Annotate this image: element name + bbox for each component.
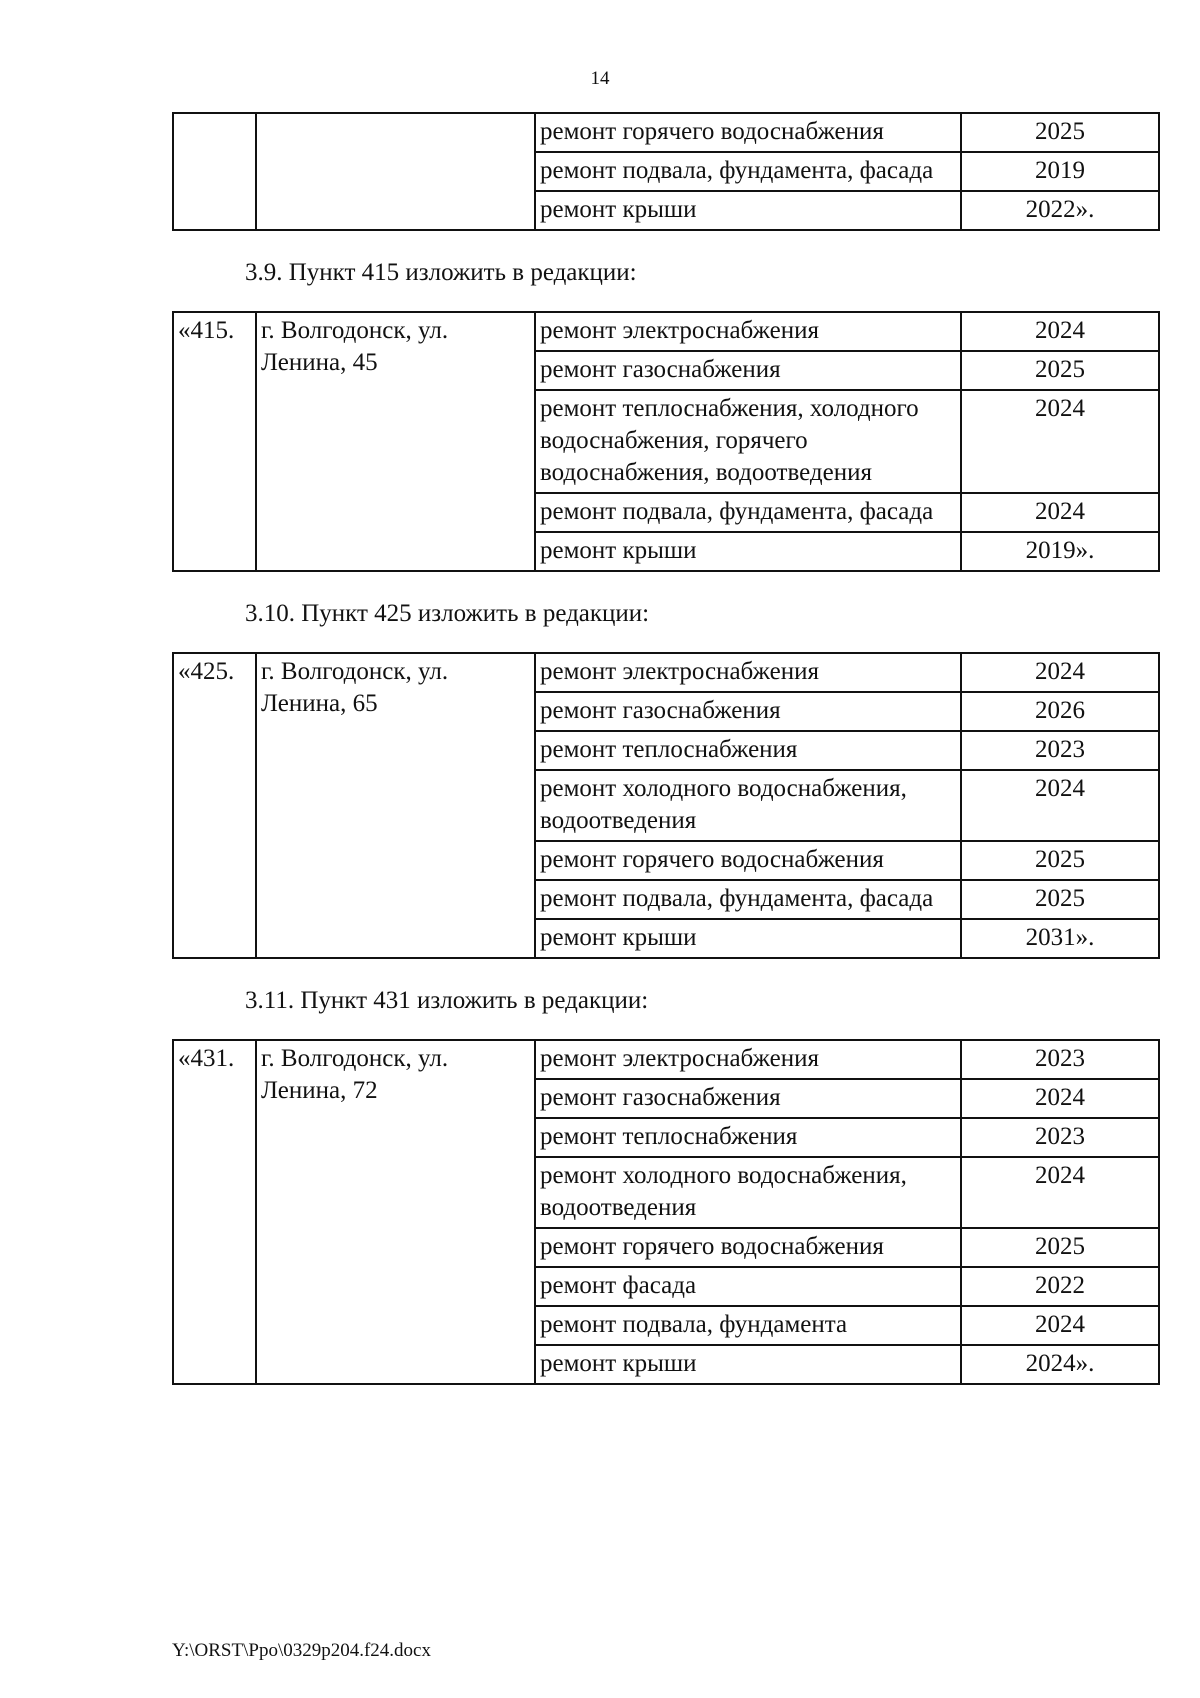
table-row: [173, 113, 1159, 152]
work-cell: ремонт горячего водоснабжения: [535, 113, 961, 152]
year-cell: 2026: [961, 692, 1159, 731]
work-cell: ремонт теплоснабжения: [535, 1118, 961, 1157]
item-number: «415.: [173, 312, 256, 571]
document-body: [172, 112, 1158, 1385]
work-cell: ремонт подвала, фундамента: [535, 1306, 961, 1345]
item-table-431: [172, 1039, 1160, 1385]
section-heading: 3.10. Пункт 425 изложить в редакции:: [245, 600, 650, 627]
footer-file-path: Y:\ORST\Ppo\0329p204.f24.docx: [172, 1640, 431, 1661]
year-cell: 2025: [961, 351, 1159, 390]
year-cell: 2019».: [961, 532, 1159, 571]
year-cell: 2024: [961, 1157, 1159, 1228]
work-cell: ремонт теплоснабжения: [535, 731, 961, 770]
year-cell: 2025: [961, 1228, 1159, 1267]
year-cell: 2025: [961, 841, 1159, 880]
year-cell: 2024: [961, 390, 1159, 493]
work-cell: ремонт холодного водоснабжения, водоотведения: [535, 770, 961, 841]
page-number: 14: [590, 68, 610, 89]
section-heading: 3.11. Пункт 431 изложить в редакции:: [245, 987, 649, 1014]
work-cell: ремонт подвала, фундамента, фасада: [535, 493, 961, 532]
work-cell: ремонт подвала, фундамента, фасада: [535, 880, 961, 919]
number-cell: [173, 113, 256, 230]
work-cell: ремонт крыши: [535, 919, 961, 958]
work-cell: ремонт фасада: [535, 1267, 961, 1306]
item-address: г. Волгодонск, ул. Ленина, 45: [256, 312, 535, 571]
item-address: г. Волгодонск, ул. Ленина, 72: [256, 1040, 535, 1384]
year-cell: 2024: [961, 493, 1159, 532]
table-row: [173, 312, 1159, 351]
work-cell: ремонт электроснабжения: [535, 1040, 961, 1079]
work-cell: ремонт крыши: [535, 191, 961, 230]
work-cell: ремонт горячего водоснабжения: [535, 1228, 961, 1267]
continuation-table: [172, 112, 1160, 231]
year-cell: 2024: [961, 653, 1159, 692]
year-cell: 2019: [961, 152, 1159, 191]
item-number: «425.: [173, 653, 256, 958]
item-table-415: [172, 311, 1160, 572]
work-cell: ремонт крыши: [535, 532, 961, 571]
year-cell: 2031».: [961, 919, 1159, 958]
year-cell: 2025: [961, 880, 1159, 919]
year-cell: 2023: [961, 1118, 1159, 1157]
work-cell: ремонт горячего водоснабжения: [535, 841, 961, 880]
year-cell: 2025: [961, 113, 1159, 152]
year-cell: 2024: [961, 1079, 1159, 1118]
table-row: [173, 1040, 1159, 1079]
work-cell: ремонт подвала, фундамента, фасада: [535, 152, 961, 191]
year-cell: 2022».: [961, 191, 1159, 230]
year-cell: 2023: [961, 1040, 1159, 1079]
table-row: [173, 653, 1159, 692]
work-cell: ремонт крыши: [535, 1345, 961, 1384]
work-cell: ремонт холодного водоснабжения, водоотведения: [535, 1157, 961, 1228]
work-cell: ремонт газоснабжения: [535, 692, 961, 731]
year-cell: 2023: [961, 731, 1159, 770]
work-cell: ремонт газоснабжения: [535, 351, 961, 390]
item-table-425: [172, 652, 1160, 959]
work-cell: ремонт электроснабжения: [535, 312, 961, 351]
section-heading: 3.9. Пункт 415 изложить в редакции:: [245, 259, 637, 286]
work-cell: ремонт теплоснабжения, холодного водоснабжения, горячего водоснабжения, водоотведения: [535, 390, 961, 493]
work-cell: ремонт газоснабжения: [535, 1079, 961, 1118]
item-number: «431.: [173, 1040, 256, 1384]
work-cell: ремонт электроснабжения: [535, 653, 961, 692]
item-address: г. Волгодонск, ул. Ленина, 65: [256, 653, 535, 958]
address-cell: [256, 113, 535, 230]
year-cell: 2024: [961, 1306, 1159, 1345]
year-cell: 2024: [961, 312, 1159, 351]
year-cell: 2024».: [961, 1345, 1159, 1384]
year-cell: 2022: [961, 1267, 1159, 1306]
year-cell: 2024: [961, 770, 1159, 841]
